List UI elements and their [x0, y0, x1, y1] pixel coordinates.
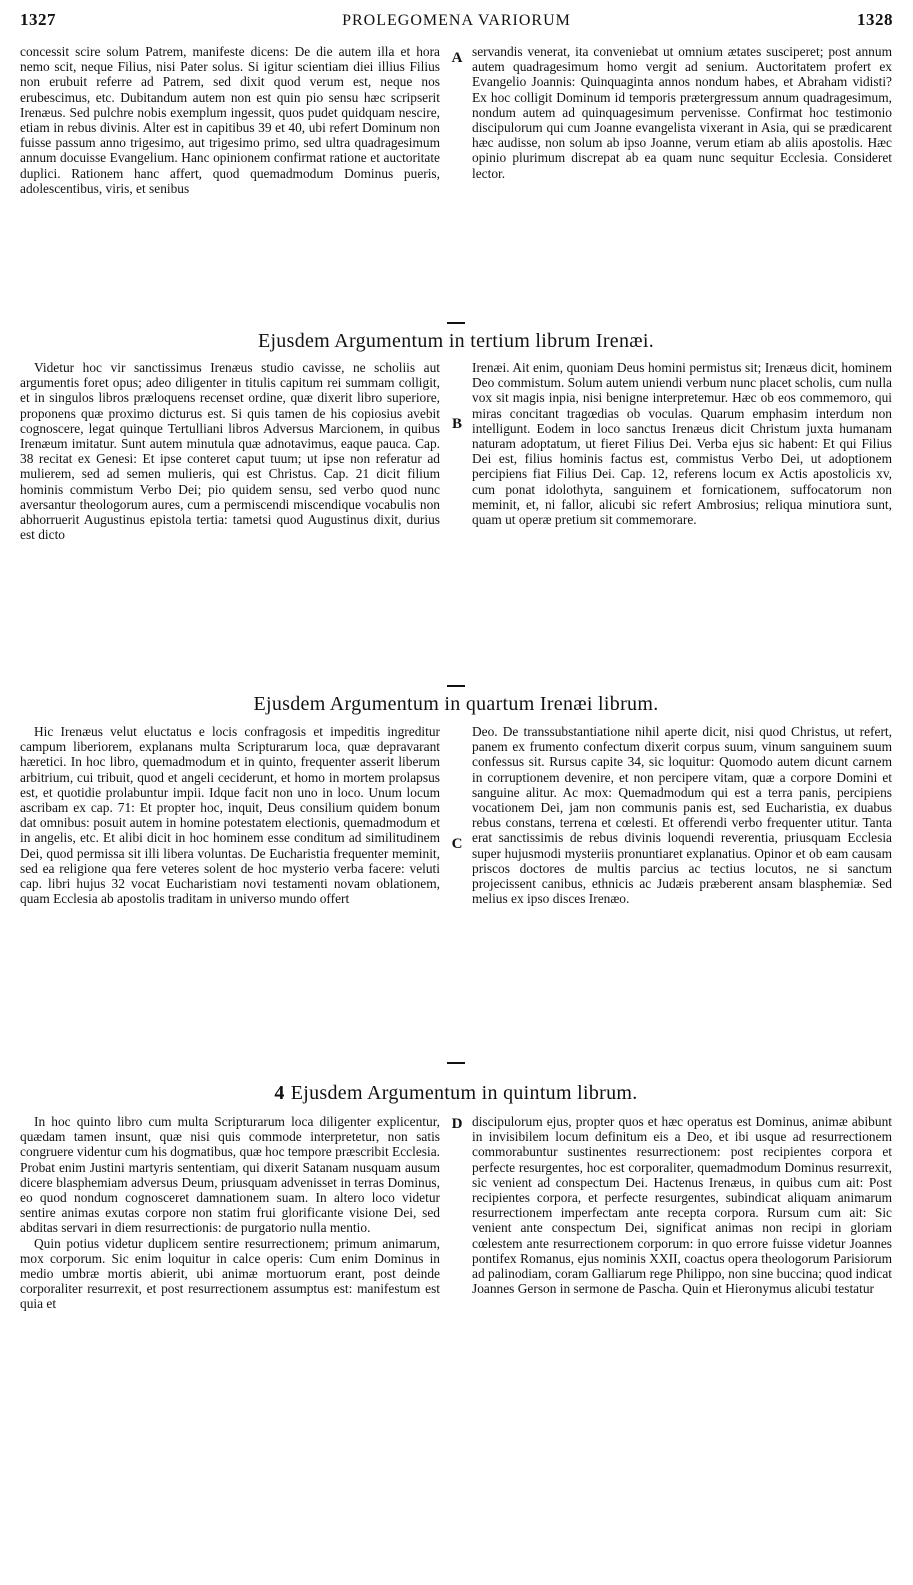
- section-title-book-four: Ejusdem Argumentum in quartum Irenæi librum.: [253, 693, 659, 715]
- page-header: [20, 10, 893, 40]
- right-column: [472, 360, 892, 542]
- paragraph: Deo. De transsubstantiatione nihil aperte dicit, nisi quod Christus, ut refert, panem ex frumento confectum dixerit corpus suum, vinum sanguinem suum confessus sit. Rursus capite 34, sic loquitur: Quomodo autem dicunt carnem in corruptionem devenire, et non percipere vitam, quæ a corpore Domini et sanguine alitur. Ac mox: Quemadmodum qui est a terra panis, percipiens vocationem Dei, jam non communis panis est, sed Eucharistia, ex duabus rebus constans, terrena et cœlesti. Et offerendi verbo frequenter utitur. Tanta erat sanctissimis de rebus divinis loquendi reverentia, priusquam Ecclesia super hujusmodi mysteriis pronuntiaret explanatius. Opinor et ob eam causam priscos doctores de multis parcius ac tectius locutos, ne si sanctum projecissent canibus, ethnicis ac Judæis præberent ansam blasphemiæ. Sed melius ex ipso disces Irenæo.: [472, 724, 892, 907]
- margin-marker-d: D: [451, 1116, 463, 1132]
- paragraph: servandis venerat, ita conveniebat ut omnium ætates susciperet; post annum autem quadragesimum homo vergit ad senium. Auctoritatem profert ex Evangelio Joannis: Quinquaginta annos nondum habes, et Abraham vidisti? Ex hoc colligit Dominum id temporis prætergressum annum quadragesimum, nondum autem ad quinquagesimum pervenisse. Confirmat hoc testimonio discipulorum qui cum Joanne evangelista vixerant in Asia, qui se prædicarent hæc audisse, non solum ab ipso Joanne, verum etiam ab aliis apostolis. Hæc opinio plurimum discrepat ab ea quam nunc sequitur Ecclesia. Consideret lector.: [472, 44, 892, 181]
- paragraph: Quin potius videtur duplicem sentire resurrectionem; primum animarum, mox corporum. Sic enim loquitur in calce operis: Cum enim Dominus in medio umbræ mortis abierit, ubi animæ mortuorum erant, post deinde corporaliter resurrexit, et post resurrectionem assumptus est: manifestum est quia et: [20, 1235, 440, 1312]
- right-column: [472, 44, 892, 196]
- margin-marker-a: A: [451, 50, 463, 66]
- margin-marker-c: C: [451, 836, 463, 852]
- section-book-three: [20, 360, 892, 542]
- paragraph: Videtur hoc vir sanctissimus Irenæus studio cavisse, ne scholiis aut argumentis foret opus; adeo diligenter in titulis capitum rei summam colligit, et in singulos libros præloquens recenset ordine, quæ dixerit libro superiore, proponens quæ proximo dicturus est. Si quis tamen de his copiosius avebit cognoscere, legat quinque Tertulliani libros Adversus Marcionem, in quibus Irenæum imitatur. Sunt autem minutula quæ adnotavimus, eaque pauca. Cap. 38 recitat ex Genesi: Et ipse conteret caput tuum; ut ipse non referatur ad mulierem, sed ad semen mulieris, qui est Christus. Cap. 21 dicit filium hominis commistum Verbo Dei; pio quidem sensu, sed verbo quod nunc aversantur theologorum aures, cum a permiscendi miscendique vocabulis non abhorruerit Augustinus epistola tertia: tametsi quod Augustinus dixit, durius est dicto: [20, 360, 440, 543]
- section-title-book-three: Ejusdem Argumentum in tertium librum Irenæi.: [257, 330, 655, 352]
- section-title-text: Ejusdem Argumentum in quintum librum.: [290, 1082, 638, 1104]
- left-column: [20, 360, 440, 542]
- divider: [447, 322, 465, 324]
- margin-marker-b: B: [451, 416, 462, 432]
- paragraph: In hoc quinto libro cum multa Scripturarum loca diligenter explicentur, quædam tamen insunt, quæ nisi quis commode interpretetur, non satis congruere videntur cum his dogmatibus, quæ hoc tempore præscribit Ecclesia. Probat enim Justini martyris sententiam, qui dixerit Satanam nusquam ausum dicere blasphemiam adversus Deum, priusquam advenisset in terras Dominus, eo quod nondum cognosceret damnationem suam. In altero loco videtur sentire animas exutas corpore non statim frui glorificante visione Dei, sed abditas servari in diem resurrectionis: de purgatorio nulla mentio.: [20, 1114, 440, 1236]
- left-column: [20, 44, 440, 196]
- right-column: [472, 1114, 892, 1312]
- page-number-left: 1327: [20, 10, 56, 29]
- left-column: [20, 1114, 440, 1312]
- paragraph: Hic Irenæus velut eluctatus e locis confragosis et impeditis ingreditur campum liberiorem, explanans multa Scripturarum loca, quæ depravarant hæretici. In hoc libro, quemadmodum et in quinto, frequenter asserit liberum arbitrium, cui tribuit, quod et angeli ceciderunt, et homo in mortem prolapsus est, et quotidie prolabuntur impii. Idque facit non uno in loco. Unum locum ascribam ex cap. 71: Et propter hoc, inquit, Deus consilium quidem bonum dat omnibus: posuit autem in homine potestatem electionis, quemadmodum et in angelis, etc. Et alibi dicit in hoc hominem esse conditum ad similitudinem Dei, quod permissa sit illi libera voluntas. De Eucharistia frequenter meminit, sed ea religione qua fere veteres solent de hoc mysterio verba facere: veluti cap. libri hujus 32 vocat Eucharistiam novi testamenti novam oblationem, quam Ecclesia ab apostolis traditam in universo mundo offert: [20, 724, 440, 907]
- page-number-right: 1328: [857, 10, 893, 29]
- paragraph: discipulorum ejus, propter quos et hæc operatus est Dominus, animæ abibunt in invisibilem locum definitum eis a Deo, et ibi usque ad resurrectionem commorabuntur sustinentes resurrectionem: post recipientes corpora et perfecte resurgentes, hoc est corporaliter, quemadmodum Dominus resurrexit, sic venient ad conspectum Dei. Hactenus Irenæus, in quibus cum ait: Post recipientes corpora, et perfecte resurgentes, subindicat aliquam animarum resurrectionem imperfectam ante recepta corpora. Rursum cum ait: Sic venient ante conspectum Dei, significat animas non recipi in gloriam cœlestem ante resurrectionem corporum: in quo errore fuisse videtur Joannes pontifex Romanus, ejus nominis XXII, coactus opera theologorum Parisiorum ad palinodiam, coram Galliarum rege Philippo, non sine buccina; quod indicat Joannes Gerson in sermone de Pascha. Quin et Hieronymus alicubi testatur: [472, 1114, 892, 1297]
- divider: [447, 685, 465, 687]
- section-title-book-five: [20, 1082, 892, 1105]
- left-column: [20, 724, 440, 906]
- paragraph: Irenæi. Ait enim, quoniam Deus homini permistus sit; Irenæus dicit, hominem Deo commistum. Solum autem uniendi verbum nunc placet scholis, cum nulla vox sit magis inpia, nisi benigne interpretemur. Hæc ob eos commemoro, qui miras concitant tragœdias ob voculas. Quarum emphasim interdum non intelligunt. Eodem in loco sanctus Irenæus dicit Christum juxta humanam naturam adoptatum, ut fieret Filius Dei. Verba ejus sic habent: Et qui Filius Dei est, filius hominis factus est, commistus Verbo Dei, ut adoptionem percipiens fiat Filius Dei. Cap. 12, referens locum ex Actis apostolicis xv, cum ponat idolothyta, sanguinem et fornicationem, suffocatorum non meminit, et, ni fallor, alicubi sic refert Ambrosius; reliqua minutiora sunt, quam ut operæ pretium sit commemorare.: [472, 360, 892, 528]
- right-column: [472, 724, 892, 906]
- section-book-four: [20, 724, 892, 906]
- paragraph: concessit scire solum Patrem, manifeste dicens: De die autem illa et hora nemo scit, neque Filius, nisi Pater solus. Si igitur scientiam diei illius Filius non erubuit referre ad Patrem, sed dixit quod verum est, neque nos erubescimus, etc. Dubitandum autem non est quin pio sensu hæc scripserit Irenæus. Sed pulchre nobis exemplum ingessit, quos pudet quidquam nescire, etiam in rebus divinis. Alter est in capitibus 39 et 40, ubi refert Dominum non fuisse passum anno trigesimo, aut trigesimo primo, sed ultra quadragesimum annum docuisse Evangelium. Hanc opinionem confirmat ratione et auctoritate duplici. Rationem hanc affert, quod quemadmodum Dominus pueris, adolescentibus, viris, et senibus: [20, 44, 440, 196]
- running-title: PROLEGOMENA VARIORUM: [342, 12, 571, 29]
- divider: [447, 1062, 465, 1064]
- section-book-five: [20, 1114, 892, 1312]
- section-number: 4: [274, 1082, 285, 1104]
